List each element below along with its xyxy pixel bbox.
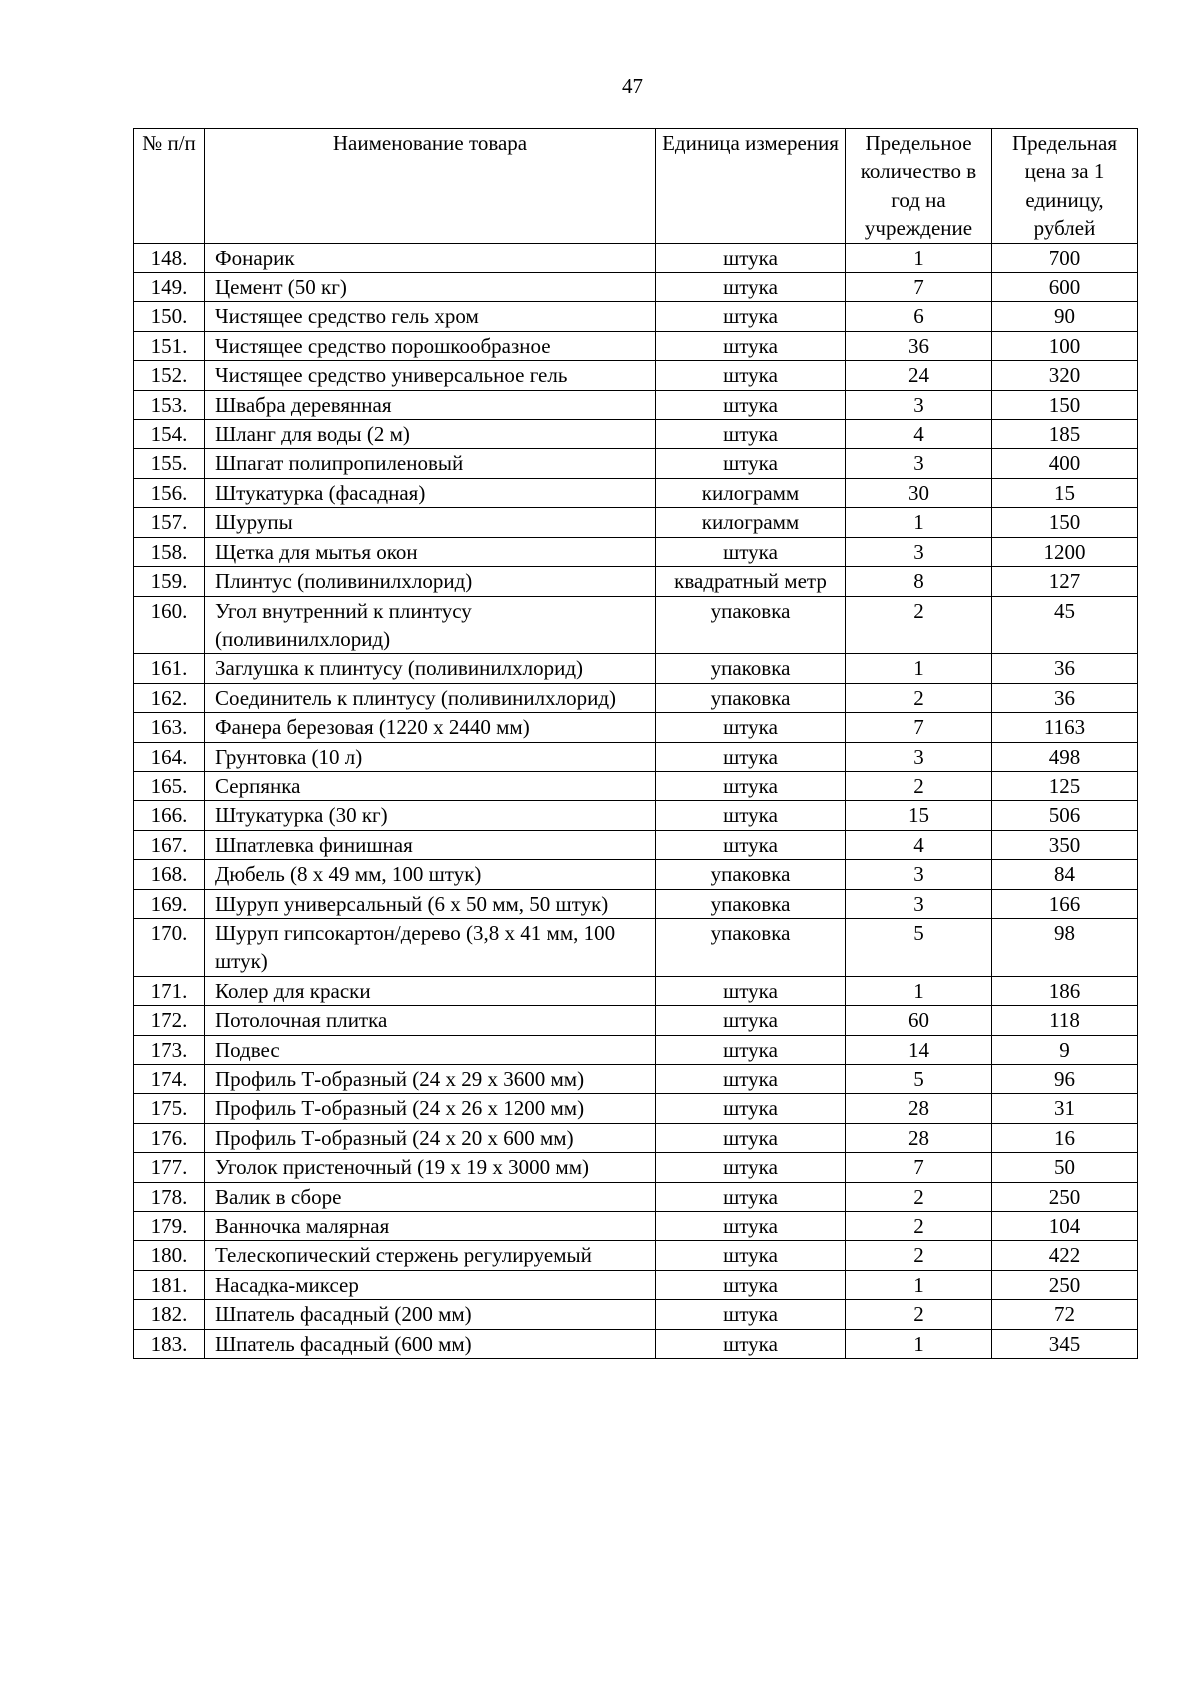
cell-unit: штука bbox=[656, 1006, 846, 1035]
cell-number: 158. bbox=[134, 537, 205, 566]
cell-number: 181. bbox=[134, 1270, 205, 1299]
cell-price: 1200 bbox=[992, 537, 1138, 566]
cell-quantity: 30 bbox=[846, 478, 992, 507]
cell-unit: штука bbox=[656, 976, 846, 1005]
cell-number: 162. bbox=[134, 683, 205, 712]
cell-name: Ванночка малярная bbox=[205, 1212, 656, 1241]
cell-price: 700 bbox=[992, 243, 1138, 272]
cell-name: Серпянка bbox=[205, 771, 656, 800]
table-row bbox=[134, 596, 1138, 654]
cell-quantity: 3 bbox=[846, 889, 992, 918]
cell-unit: штука bbox=[656, 390, 846, 419]
cell-name: Шуруп гипсокартон/дерево (3,8 х 41 мм, 100 штук) bbox=[205, 918, 656, 976]
table-row bbox=[134, 860, 1138, 889]
cell-number: 157. bbox=[134, 508, 205, 537]
cell-name: Шланг для воды (2 м) bbox=[205, 420, 656, 449]
cell-price: 185 bbox=[992, 420, 1138, 449]
cell-quantity: 5 bbox=[846, 1065, 992, 1094]
table-row bbox=[134, 1212, 1138, 1241]
cell-unit: штука bbox=[656, 331, 846, 360]
cell-quantity: 14 bbox=[846, 1035, 992, 1064]
cell-name: Чистящее средство универсальное гель bbox=[205, 361, 656, 390]
cell-unit: упаковка bbox=[656, 596, 846, 654]
cell-price: 16 bbox=[992, 1123, 1138, 1152]
cell-unit: килограмм bbox=[656, 478, 846, 507]
cell-unit: штука bbox=[656, 1123, 846, 1152]
cell-number: 173. bbox=[134, 1035, 205, 1064]
cell-price: 600 bbox=[992, 273, 1138, 302]
cell-quantity: 6 bbox=[846, 302, 992, 331]
cell-number: 148. bbox=[134, 243, 205, 272]
cell-unit: штука bbox=[656, 801, 846, 830]
cell-price: 506 bbox=[992, 801, 1138, 830]
cell-price: 350 bbox=[992, 830, 1138, 859]
table-row bbox=[134, 1123, 1138, 1152]
cell-price: 104 bbox=[992, 1212, 1138, 1241]
cell-unit: упаковка bbox=[656, 683, 846, 712]
cell-name: Профиль Т-образный (24 х 20 х 600 мм) bbox=[205, 1123, 656, 1152]
cell-unit: штука bbox=[656, 302, 846, 331]
table-row bbox=[134, 1241, 1138, 1270]
cell-quantity: 1 bbox=[846, 1329, 992, 1358]
table-row bbox=[134, 1270, 1138, 1299]
table-row bbox=[134, 302, 1138, 331]
cell-unit: штука bbox=[656, 1094, 846, 1123]
cell-unit: штука bbox=[656, 420, 846, 449]
cell-number: 174. bbox=[134, 1065, 205, 1094]
cell-name: Цемент (50 кг) bbox=[205, 273, 656, 302]
table-row bbox=[134, 508, 1138, 537]
table-header bbox=[134, 129, 1138, 244]
cell-quantity: 4 bbox=[846, 420, 992, 449]
cell-name: Фонарик bbox=[205, 243, 656, 272]
cell-name: Заглушка к плинтусу (поливинилхлорид) bbox=[205, 654, 656, 683]
cell-unit: упаковка bbox=[656, 918, 846, 976]
cell-unit: штука bbox=[656, 273, 846, 302]
header-num: № п/п bbox=[134, 129, 205, 244]
cell-price: 422 bbox=[992, 1241, 1138, 1270]
cell-quantity: 1 bbox=[846, 1270, 992, 1299]
cell-number: 167. bbox=[134, 830, 205, 859]
cell-price: 118 bbox=[992, 1006, 1138, 1035]
cell-unit: штука bbox=[656, 1065, 846, 1094]
cell-quantity: 2 bbox=[846, 1241, 992, 1270]
table-row bbox=[134, 361, 1138, 390]
cell-price: 150 bbox=[992, 508, 1138, 537]
cell-name: Штукатурка (фасадная) bbox=[205, 478, 656, 507]
table-row bbox=[134, 537, 1138, 566]
cell-price: 250 bbox=[992, 1182, 1138, 1211]
cell-number: 149. bbox=[134, 273, 205, 302]
table-row bbox=[134, 331, 1138, 360]
cell-quantity: 36 bbox=[846, 331, 992, 360]
table-row bbox=[134, 976, 1138, 1005]
table-row bbox=[134, 771, 1138, 800]
cell-name: Грунтовка (10 л) bbox=[205, 742, 656, 771]
cell-number: 172. bbox=[134, 1006, 205, 1035]
cell-number: 151. bbox=[134, 331, 205, 360]
cell-unit: килограмм bbox=[656, 508, 846, 537]
cell-unit: штука bbox=[656, 1270, 846, 1299]
table-row bbox=[134, 889, 1138, 918]
cell-quantity: 3 bbox=[846, 742, 992, 771]
cell-quantity: 1 bbox=[846, 243, 992, 272]
cell-name: Колер для краски bbox=[205, 976, 656, 1005]
cell-quantity: 4 bbox=[846, 830, 992, 859]
cell-number: 166. bbox=[134, 801, 205, 830]
cell-name: Шпатлевка финишная bbox=[205, 830, 656, 859]
cell-quantity: 1 bbox=[846, 508, 992, 537]
table-row bbox=[134, 1094, 1138, 1123]
cell-number: 156. bbox=[134, 478, 205, 507]
cell-price: 320 bbox=[992, 361, 1138, 390]
cell-price: 45 bbox=[992, 596, 1138, 654]
cell-quantity: 3 bbox=[846, 860, 992, 889]
cell-quantity: 2 bbox=[846, 1182, 992, 1211]
table-body bbox=[134, 243, 1138, 1358]
goods-table bbox=[133, 128, 1138, 1359]
cell-number: 153. bbox=[134, 390, 205, 419]
cell-name: Насадка-миксер bbox=[205, 1270, 656, 1299]
cell-quantity: 28 bbox=[846, 1094, 992, 1123]
cell-unit: штука bbox=[656, 361, 846, 390]
cell-quantity: 3 bbox=[846, 537, 992, 566]
cell-name: Потолочная плитка bbox=[205, 1006, 656, 1035]
table-row bbox=[134, 478, 1138, 507]
cell-price: 15 bbox=[992, 478, 1138, 507]
cell-name: Телескопический стержень регулируемый bbox=[205, 1241, 656, 1270]
cell-unit: штука bbox=[656, 742, 846, 771]
cell-number: 160. bbox=[134, 596, 205, 654]
cell-number: 150. bbox=[134, 302, 205, 331]
header-unit: Единица измерения bbox=[656, 129, 846, 244]
cell-unit: штука bbox=[656, 1241, 846, 1270]
table-row bbox=[134, 1153, 1138, 1182]
table-row bbox=[134, 449, 1138, 478]
cell-name: Шпатель фасадный (600 мм) bbox=[205, 1329, 656, 1358]
cell-name: Щетка для мытья окон bbox=[205, 537, 656, 566]
cell-price: 36 bbox=[992, 683, 1138, 712]
cell-name: Профиль Т-образный (24 х 26 х 1200 мм) bbox=[205, 1094, 656, 1123]
cell-price: 31 bbox=[992, 1094, 1138, 1123]
table-row bbox=[134, 1182, 1138, 1211]
cell-price: 127 bbox=[992, 567, 1138, 596]
cell-price: 400 bbox=[992, 449, 1138, 478]
table-row bbox=[134, 830, 1138, 859]
table-row bbox=[134, 567, 1138, 596]
cell-name: Штукатурка (30 кг) bbox=[205, 801, 656, 830]
cell-price: 125 bbox=[992, 771, 1138, 800]
cell-price: 90 bbox=[992, 302, 1138, 331]
cell-quantity: 3 bbox=[846, 449, 992, 478]
table-row bbox=[134, 420, 1138, 449]
cell-price: 84 bbox=[992, 860, 1138, 889]
cell-number: 168. bbox=[134, 860, 205, 889]
cell-price: 250 bbox=[992, 1270, 1138, 1299]
cell-name: Фанера березовая (1220 х 2440 мм) bbox=[205, 713, 656, 742]
cell-quantity: 7 bbox=[846, 1153, 992, 1182]
cell-quantity: 3 bbox=[846, 390, 992, 419]
cell-unit: штука bbox=[656, 713, 846, 742]
header-row bbox=[134, 129, 1138, 244]
cell-quantity: 1 bbox=[846, 976, 992, 1005]
cell-name: Швабра деревянная bbox=[205, 390, 656, 419]
cell-number: 155. bbox=[134, 449, 205, 478]
cell-unit: упаковка bbox=[656, 860, 846, 889]
cell-name: Шурупы bbox=[205, 508, 656, 537]
table-row bbox=[134, 390, 1138, 419]
cell-number: 163. bbox=[134, 713, 205, 742]
cell-price: 72 bbox=[992, 1300, 1138, 1329]
cell-name: Плинтус (поливинилхлорид) bbox=[205, 567, 656, 596]
cell-quantity: 7 bbox=[846, 273, 992, 302]
table-row bbox=[134, 713, 1138, 742]
cell-quantity: 28 bbox=[846, 1123, 992, 1152]
cell-price: 186 bbox=[992, 976, 1138, 1005]
cell-price: 98 bbox=[992, 918, 1138, 976]
cell-quantity: 2 bbox=[846, 771, 992, 800]
cell-number: 183. bbox=[134, 1329, 205, 1358]
cell-name: Шпагат полипропиленовый bbox=[205, 449, 656, 478]
cell-number: 161. bbox=[134, 654, 205, 683]
table-row bbox=[134, 918, 1138, 976]
cell-number: 180. bbox=[134, 1241, 205, 1270]
cell-number: 175. bbox=[134, 1094, 205, 1123]
cell-unit: штука bbox=[656, 830, 846, 859]
header-name: Наименование товара bbox=[205, 129, 656, 244]
cell-number: 178. bbox=[134, 1182, 205, 1211]
cell-quantity: 1 bbox=[846, 654, 992, 683]
cell-name: Уголок пристеночный (19 х 19 х 3000 мм) bbox=[205, 1153, 656, 1182]
cell-unit: штука bbox=[656, 771, 846, 800]
cell-quantity: 60 bbox=[846, 1006, 992, 1035]
cell-price: 50 bbox=[992, 1153, 1138, 1182]
cell-number: 170. bbox=[134, 918, 205, 976]
cell-quantity: 2 bbox=[846, 596, 992, 654]
table-row bbox=[134, 1065, 1138, 1094]
cell-name: Профиль Т-образный (24 х 29 х 3600 мм) bbox=[205, 1065, 656, 1094]
cell-number: 165. bbox=[134, 771, 205, 800]
cell-price: 96 bbox=[992, 1065, 1138, 1094]
cell-quantity: 15 bbox=[846, 801, 992, 830]
table-row bbox=[134, 801, 1138, 830]
cell-name: Соединитель к плинтусу (поливинилхлорид) bbox=[205, 683, 656, 712]
cell-price: 166 bbox=[992, 889, 1138, 918]
cell-number: 159. bbox=[134, 567, 205, 596]
cell-unit: штука bbox=[656, 1300, 846, 1329]
cell-name: Валик в сборе bbox=[205, 1182, 656, 1211]
cell-unit: квадратный метр bbox=[656, 567, 846, 596]
cell-quantity: 2 bbox=[846, 1212, 992, 1241]
page-number: 47 bbox=[622, 74, 643, 98]
cell-number: 169. bbox=[134, 889, 205, 918]
cell-quantity: 2 bbox=[846, 1300, 992, 1329]
table-row bbox=[134, 1300, 1138, 1329]
cell-unit: штука bbox=[656, 1153, 846, 1182]
cell-quantity: 5 bbox=[846, 918, 992, 976]
cell-price: 345 bbox=[992, 1329, 1138, 1358]
cell-name: Шуруп универсальный (6 х 50 мм, 50 штук) bbox=[205, 889, 656, 918]
cell-unit: штука bbox=[656, 243, 846, 272]
cell-unit: упаковка bbox=[656, 654, 846, 683]
cell-name: Шпатель фасадный (200 мм) bbox=[205, 1300, 656, 1329]
table-row bbox=[134, 243, 1138, 272]
cell-price: 36 bbox=[992, 654, 1138, 683]
cell-number: 182. bbox=[134, 1300, 205, 1329]
table-row bbox=[134, 273, 1138, 302]
cell-number: 152. bbox=[134, 361, 205, 390]
cell-quantity: 8 bbox=[846, 567, 992, 596]
cell-number: 154. bbox=[134, 420, 205, 449]
table-row bbox=[134, 1035, 1138, 1064]
cell-quantity: 7 bbox=[846, 713, 992, 742]
cell-unit: упаковка bbox=[656, 889, 846, 918]
cell-number: 164. bbox=[134, 742, 205, 771]
cell-unit: штука bbox=[656, 1329, 846, 1358]
header-qty: Предельное количество в год на учреждение bbox=[846, 129, 992, 244]
cell-quantity: 24 bbox=[846, 361, 992, 390]
cell-price: 498 bbox=[992, 742, 1138, 771]
table-row bbox=[134, 654, 1138, 683]
cell-name: Чистящее средство порошкообразное bbox=[205, 331, 656, 360]
cell-quantity: 2 bbox=[846, 683, 992, 712]
cell-unit: штука bbox=[656, 1035, 846, 1064]
cell-unit: штука bbox=[656, 449, 846, 478]
cell-unit: штука bbox=[656, 537, 846, 566]
cell-price: 100 bbox=[992, 331, 1138, 360]
cell-price: 9 bbox=[992, 1035, 1138, 1064]
cell-number: 171. bbox=[134, 976, 205, 1005]
cell-price: 1163 bbox=[992, 713, 1138, 742]
table-row bbox=[134, 742, 1138, 771]
table-row bbox=[134, 1329, 1138, 1358]
cell-unit: штука bbox=[656, 1182, 846, 1211]
cell-number: 179. bbox=[134, 1212, 205, 1241]
cell-name: Подвес bbox=[205, 1035, 656, 1064]
cell-number: 176. bbox=[134, 1123, 205, 1152]
cell-name: Угол внутренний к плинтусу (поливинилхлорид) bbox=[205, 596, 656, 654]
cell-price: 150 bbox=[992, 390, 1138, 419]
cell-name: Дюбель (8 х 49 мм, 100 штук) bbox=[205, 860, 656, 889]
cell-number: 177. bbox=[134, 1153, 205, 1182]
table-row bbox=[134, 683, 1138, 712]
header-price: Предельная цена за 1 единицу, рублей bbox=[992, 129, 1138, 244]
cell-name: Чистящее средство гель хром bbox=[205, 302, 656, 331]
table-row bbox=[134, 1006, 1138, 1035]
cell-unit: штука bbox=[656, 1212, 846, 1241]
